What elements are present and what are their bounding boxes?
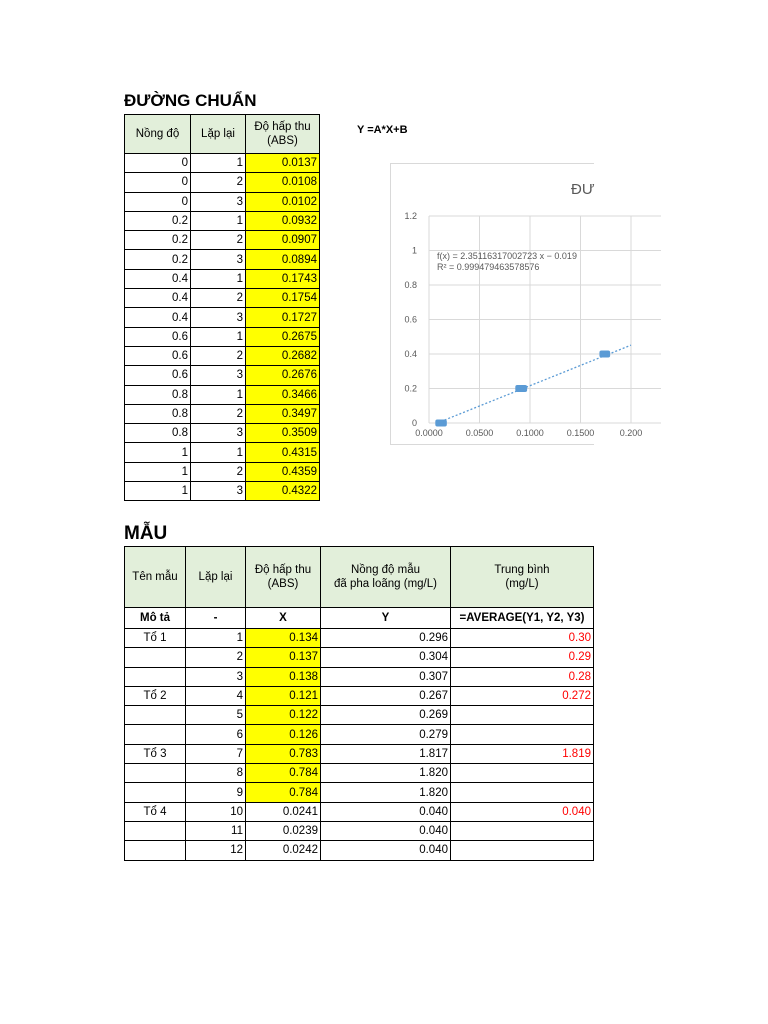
concentration-cell[interactable]: 0.4 xyxy=(125,269,191,288)
sample-name-cell[interactable] xyxy=(125,821,186,840)
average-cell[interactable] xyxy=(451,706,594,725)
y-tick-label: 1 xyxy=(411,245,417,256)
header-concentration[interactable]: Nồng độ xyxy=(125,115,191,154)
table-row xyxy=(125,231,320,250)
repeat-cell[interactable]: 2 xyxy=(191,462,246,481)
calibration-chart[interactable] xyxy=(390,163,643,445)
concentration-cell[interactable]: 1.820 xyxy=(321,783,451,802)
repeat-cell[interactable]: 2 xyxy=(191,173,246,192)
concentration-cell[interactable]: 0.269 xyxy=(321,706,451,725)
y-tick-label: 0.8 xyxy=(404,280,417,290)
y-tick-label: 0 xyxy=(411,418,417,428)
absorbance-cell[interactable]: 0.3466 xyxy=(246,385,320,404)
concentration-cell[interactable]: 0.2 xyxy=(125,250,191,269)
sample-name-cell[interactable] xyxy=(125,725,186,744)
average-cell[interactable] xyxy=(451,841,594,860)
table-row xyxy=(125,462,320,481)
table-row xyxy=(125,385,320,404)
table-row xyxy=(125,289,320,308)
average-cell[interactable] xyxy=(451,764,594,783)
average-cell[interactable]: 1.819 xyxy=(451,744,594,763)
repeat-cell[interactable]: 1 xyxy=(191,211,246,230)
table-row xyxy=(125,173,320,192)
concentration-cell[interactable]: 0.2 xyxy=(125,211,191,230)
concentration-cell[interactable]: 0.8 xyxy=(125,385,191,404)
sample-table xyxy=(124,546,594,861)
repeat-cell[interactable]: 6 xyxy=(186,725,246,744)
sample-name-cell[interactable] xyxy=(125,648,186,667)
repeat-cell[interactable]: 9 xyxy=(186,783,246,802)
chart-title: ĐƯ xyxy=(571,181,595,198)
absorbance-cell[interactable]: 0.784 xyxy=(246,764,321,783)
table-row xyxy=(125,725,594,744)
table-row xyxy=(125,366,320,385)
sample-name-cell[interactable] xyxy=(125,841,186,860)
table-row xyxy=(125,744,594,763)
table-row xyxy=(125,783,594,802)
table-row xyxy=(125,308,320,327)
absorbance-cell[interactable]: 0.126 xyxy=(246,725,321,744)
average-cell[interactable] xyxy=(451,821,594,840)
absorbance-cell[interactable]: 0.0907 xyxy=(246,231,320,250)
concentration-cell[interactable]: 0.4 xyxy=(125,289,191,308)
average-cell[interactable] xyxy=(451,783,594,802)
table-row xyxy=(125,443,320,462)
table-row xyxy=(125,346,320,365)
trendline-r2: R² = 0.999479463578576 xyxy=(437,262,540,273)
average-cell[interactable]: 0.272 xyxy=(451,686,594,705)
standard-curve-title: ĐƯỜNG CHUẨN xyxy=(124,91,257,110)
data-point xyxy=(599,351,607,358)
absorbance-cell[interactable]: 0.4315 xyxy=(246,443,320,462)
absorbance-cell[interactable]: 0.783 xyxy=(246,744,321,763)
concentration-cell[interactable]: 1.817 xyxy=(321,744,451,763)
y-tick-label: 0.4 xyxy=(404,349,417,359)
trendline-equation: f(x) = 2.35116317002723 x − 0.019 xyxy=(437,251,577,262)
table-row xyxy=(125,211,320,230)
table-row xyxy=(125,250,320,269)
absorbance-cell[interactable]: 0.1743 xyxy=(246,269,320,288)
table-row xyxy=(125,424,320,443)
cell[interactable]: - xyxy=(186,608,246,629)
formula-label: Y =A*X+B xyxy=(357,124,408,136)
absorbance-cell[interactable]: 0.1754 xyxy=(246,289,320,308)
table-row xyxy=(125,648,594,667)
table-row xyxy=(125,404,320,423)
concentration-cell[interactable]: 0.296 xyxy=(321,629,451,648)
cell[interactable]: Y xyxy=(321,608,451,629)
table-row xyxy=(125,821,594,840)
table-row xyxy=(125,686,594,705)
table-row xyxy=(125,706,594,725)
concentration-cell[interactable]: 0.4 xyxy=(125,308,191,327)
concentration-cell[interactable]: 0.304 xyxy=(321,648,451,667)
average-cell[interactable]: 0.28 xyxy=(451,667,594,686)
repeat-cell[interactable]: 3 xyxy=(191,250,246,269)
concentration-cell[interactable]: 0.8 xyxy=(125,424,191,443)
absorbance-cell[interactable]: 0.134 xyxy=(246,629,321,648)
repeat-cell[interactable]: 11 xyxy=(186,821,246,840)
table-row xyxy=(125,482,320,501)
repeat-cell[interactable]: 1 xyxy=(191,443,246,462)
repeat-cell[interactable]: 7 xyxy=(186,744,246,763)
concentration-cell[interactable]: 0.6 xyxy=(125,327,191,346)
repeat-cell[interactable]: 3 xyxy=(191,308,246,327)
absorbance-cell[interactable]: 0.0242 xyxy=(246,841,321,860)
sample-name-cell[interactable]: Tổ 3 xyxy=(125,744,186,763)
header-diluted-concentration[interactable]: Nồng độ mẫu đã pha loãng (mg/L) xyxy=(321,547,451,608)
x-tick-label: 0.1500 xyxy=(566,428,595,438)
repeat-cell[interactable]: 3 xyxy=(191,366,246,385)
x-tick-label: 0.0500 xyxy=(465,428,494,438)
concentration-cell[interactable]: 0.8 xyxy=(125,404,191,423)
sample-name-cell[interactable] xyxy=(125,764,186,783)
concentration-cell[interactable]: 0.040 xyxy=(321,821,451,840)
header-average[interactable]: Trung bình (mg/L) xyxy=(451,547,594,608)
concentration-cell[interactable]: 1.820 xyxy=(321,764,451,783)
table-row xyxy=(125,192,320,211)
absorbance-cell[interactable]: 0.4359 xyxy=(246,462,320,481)
repeat-cell[interactable]: 8 xyxy=(186,764,246,783)
sample-name-cell[interactable] xyxy=(125,667,186,686)
repeat-cell[interactable]: 4 xyxy=(186,686,246,705)
concentration-cell[interactable]: 0.2 xyxy=(125,231,191,250)
repeat-cell[interactable]: 1 xyxy=(191,269,246,288)
sample-title: MẪU xyxy=(124,523,168,544)
repeat-cell[interactable]: 2 xyxy=(191,404,246,423)
table-row xyxy=(125,629,594,648)
absorbance-cell[interactable]: 0.0239 xyxy=(246,821,321,840)
absorbance-cell[interactable]: 0.4322 xyxy=(246,482,320,501)
repeat-cell[interactable]: 2 xyxy=(191,289,246,308)
sample-name-cell[interactable] xyxy=(125,783,186,802)
description-row xyxy=(125,608,594,629)
header-sample-name[interactable]: Tên mẫu xyxy=(125,547,186,608)
concentration-cell[interactable]: 0.307 xyxy=(321,667,451,686)
sample-name-cell[interactable]: Tổ 2 xyxy=(125,686,186,705)
concentration-cell[interactable]: 0.6 xyxy=(125,346,191,365)
concentration-cell[interactable]: 1 xyxy=(125,462,191,481)
table-row xyxy=(125,667,594,686)
x-tick-label: 0.0000 xyxy=(415,428,443,438)
x-tick-label: 0.1000 xyxy=(516,428,544,438)
data-point xyxy=(435,420,443,427)
average-cell[interactable]: 0.040 xyxy=(451,802,594,821)
absorbance-cell[interactable]: 0.122 xyxy=(246,706,321,725)
cell[interactable]: X xyxy=(246,608,321,629)
concentration-cell[interactable]: 0 xyxy=(125,154,191,173)
absorbance-cell[interactable]: 0.137 xyxy=(246,648,321,667)
sample-name-cell[interactable] xyxy=(125,706,186,725)
average-cell[interactable] xyxy=(451,725,594,744)
cell[interactable]: Mô tả xyxy=(125,608,186,629)
absorbance-cell[interactable]: 0.784 xyxy=(246,783,321,802)
absorbance-cell[interactable]: 0.138 xyxy=(246,667,321,686)
repeat-cell[interactable]: 1 xyxy=(186,629,246,648)
data-point xyxy=(515,385,523,392)
concentration-cell[interactable]: 0.040 xyxy=(321,802,451,821)
concentration-cell[interactable]: 0.279 xyxy=(321,725,451,744)
standard-table xyxy=(124,114,320,501)
concentration-cell[interactable]: 0.6 xyxy=(125,366,191,385)
repeat-cell[interactable]: 3 xyxy=(186,667,246,686)
average-cell[interactable]: 0.29 xyxy=(451,648,594,667)
sample-name-cell[interactable]: Tổ 4 xyxy=(125,802,186,821)
absorbance-cell[interactable]: 0.0894 xyxy=(246,250,320,269)
absorbance-cell[interactable]: 0.1727 xyxy=(246,308,320,327)
sample-name-cell[interactable]: Tổ 1 xyxy=(125,629,186,648)
repeat-cell[interactable]: 10 xyxy=(186,802,246,821)
header-absorbance[interactable]: Độ hấp thu (ABS) xyxy=(246,115,320,154)
concentration-cell[interactable]: 0.040 xyxy=(321,841,451,860)
absorbance-cell[interactable]: 0.3497 xyxy=(246,404,320,423)
header-repeat[interactable]: Lặp lại xyxy=(186,547,246,608)
absorbance-cell[interactable]: 0.0241 xyxy=(246,802,321,821)
absorbance-cell[interactable]: 0.121 xyxy=(246,686,321,705)
absorbance-cell[interactable]: 0.0102 xyxy=(246,192,320,211)
absorbance-cell[interactable]: 0.0932 xyxy=(246,211,320,230)
absorbance-cell[interactable]: 0.0108 xyxy=(246,173,320,192)
y-tick-label: 0.6 xyxy=(404,314,417,325)
repeat-cell[interactable]: 12 xyxy=(186,841,246,860)
y-tick-label: 1.2 xyxy=(404,211,417,221)
repeat-cell[interactable]: 1 xyxy=(191,385,246,404)
cell[interactable]: =AVERAGE(Y1, Y2, Y3) xyxy=(451,608,594,629)
repeat-cell[interactable]: 3 xyxy=(191,482,246,501)
average-cell[interactable]: 0.30 xyxy=(451,629,594,648)
concentration-cell[interactable]: 0.267 xyxy=(321,686,451,705)
absorbance-cell[interactable]: 0.2676 xyxy=(246,366,320,385)
concentration-cell[interactable]: 1 xyxy=(125,443,191,462)
table-row xyxy=(125,841,594,860)
repeat-cell[interactable]: 2 xyxy=(191,231,246,250)
repeat-cell[interactable]: 1 xyxy=(191,154,246,173)
concentration-cell[interactable]: 1 xyxy=(125,482,191,501)
absorbance-cell[interactable]: 0.3509 xyxy=(246,424,320,443)
repeat-cell[interactable]: 2 xyxy=(186,648,246,667)
header-absorbance[interactable]: Độ hấp thu (ABS) xyxy=(246,547,321,608)
table-row xyxy=(125,802,594,821)
concentration-cell[interactable]: 0 xyxy=(125,192,191,211)
repeat-cell[interactable]: 3 xyxy=(191,424,246,443)
table-row xyxy=(125,327,320,346)
concentration-cell[interactable]: 0 xyxy=(125,173,191,192)
repeat-cell[interactable]: 5 xyxy=(186,706,246,725)
absorbance-cell[interactable]: 0.0137 xyxy=(246,154,320,173)
repeat-cell[interactable]: 3 xyxy=(191,192,246,211)
repeat-cell[interactable]: 2 xyxy=(191,346,246,365)
header-repeat[interactable]: Lặp lại xyxy=(191,115,246,154)
absorbance-cell[interactable]: 0.2682 xyxy=(246,346,320,365)
table-row xyxy=(125,154,320,173)
table-row xyxy=(125,764,594,783)
absorbance-cell[interactable]: 0.2675 xyxy=(246,327,320,346)
table-row xyxy=(125,269,320,288)
y-tick-label: 0.2 xyxy=(404,383,417,394)
repeat-cell[interactable]: 1 xyxy=(191,327,246,346)
x-tick-label: 0.200 xyxy=(619,428,643,438)
chart-canvas xyxy=(391,164,651,444)
